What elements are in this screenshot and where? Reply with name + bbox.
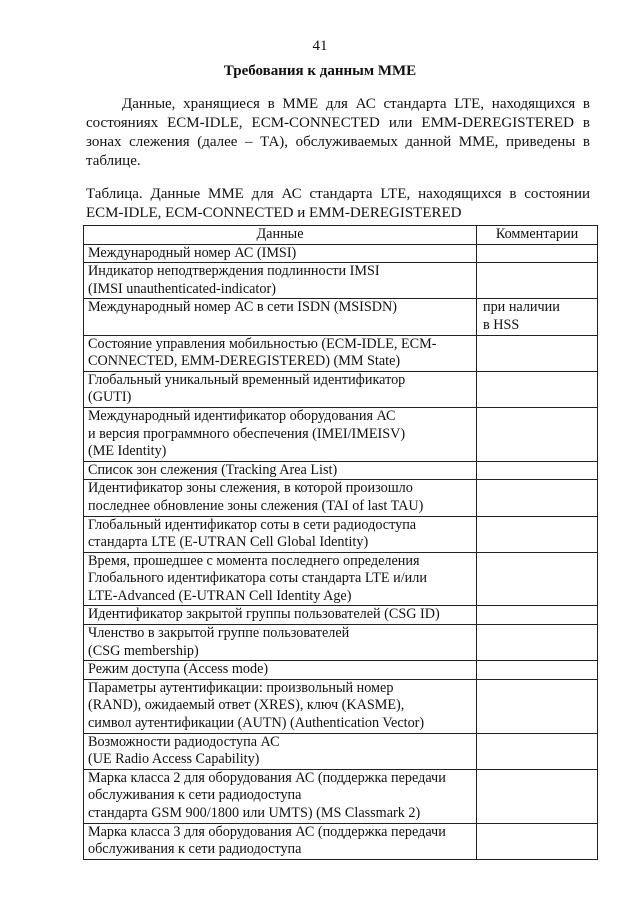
data-cell-line: Глобальный идентификатор соты в сети радиодоступа — [88, 516, 417, 533]
data-cell — [84, 263, 477, 299]
table-header-row — [84, 226, 598, 245]
data-cell-line: Международный идентификатор оборудования АС — [88, 407, 396, 424]
intro-paragraph: Данные, хранящиеся в MME для АС стандарта LTE, находящихся в состояниях ECM-IDLE, ECM-CONNECTED или EMM-DEREGISTERED в зонах слежения (далее – ТА), обслуживаемых данной MME, приведены в таблице. — [86, 96, 590, 169]
table-row — [84, 733, 598, 769]
data-cell-line: Список зон слежения (Tracking Area List) — [88, 461, 338, 478]
data-cell-line: (CSG membership) — [88, 642, 199, 659]
data-cell-line: Параметры аутентификации: произвольный номер — [88, 679, 394, 696]
table-row — [84, 371, 598, 407]
table-row — [84, 407, 598, 461]
comment-cell-line: при наличии — [483, 299, 560, 316]
comment-cell — [477, 625, 598, 661]
data-cell-line: Международный номер АС (IMSI) — [88, 244, 297, 261]
comment-cell — [477, 299, 598, 335]
table-row — [84, 263, 598, 299]
table-row — [84, 335, 598, 371]
comment-cell — [477, 480, 598, 516]
data-cell-line: Идентификатор закрытой группы пользователей (CSG ID) — [88, 606, 440, 623]
data-cell-line: Возможности радиодоступа АС — [88, 733, 280, 750]
table-row — [84, 823, 598, 859]
comment-cell — [477, 516, 598, 552]
comment-cell — [477, 371, 598, 407]
data-cell-line: Состояние управления мобильностью (ECM-IDLE, ECM- — [88, 335, 437, 352]
comment-cell — [477, 661, 598, 680]
data-cell — [84, 371, 477, 407]
data-cell — [84, 299, 477, 335]
data-cell — [84, 733, 477, 769]
comment-cell — [477, 244, 598, 263]
comment-cell — [477, 263, 598, 299]
table-row — [84, 461, 598, 480]
data-cell-line: CONNECTED, EMM-DEREGISTERED) (MM State) — [88, 353, 401, 370]
data-cell — [84, 335, 477, 371]
data-cell — [84, 661, 477, 680]
header-data: Данные — [84, 226, 477, 245]
data-cell — [84, 679, 477, 733]
comment-cell-line: в HSS — [483, 316, 520, 333]
data-cell-line: Режим доступа (Access mode) — [88, 661, 269, 678]
data-cell-line: символ аутентификации (AUTN) (Authentication Vector) — [88, 715, 425, 732]
comment-cell — [477, 407, 598, 461]
data-cell-line: последнее обновление зоны слежения (TAI of last TAU) — [88, 497, 424, 514]
table-row — [84, 516, 598, 552]
data-cell — [84, 769, 477, 823]
data-cell-line: Глобальный уникальный временный идентификатор — [88, 371, 406, 388]
data-cell-line: (IMSI unauthenticated-indicator) — [88, 280, 276, 297]
table-row — [84, 480, 598, 516]
data-cell-line: Время, прошедшее с момента последнего определения — [88, 552, 420, 569]
data-cell — [84, 480, 477, 516]
header-comment: Комментарии — [477, 226, 598, 245]
data-cell — [84, 461, 477, 480]
data-cell — [84, 625, 477, 661]
comment-cell — [477, 606, 598, 625]
section-heading: Требования к данным MME — [223, 63, 417, 79]
data-cell-line: стандарта GSM 900/1800 или UMTS) (MS Classmark 2) — [88, 805, 421, 821]
data-cell-line: (RAND), ожидаемый ответ (XRES), ключ (KASME), — [88, 697, 405, 714]
data-cell-line: стандарта LTE (E-UTRAN Cell Global Identity) — [88, 534, 369, 551]
data-cell — [84, 552, 477, 606]
data-cell — [84, 407, 477, 461]
comment-cell — [477, 823, 598, 859]
data-cell-line: обслуживания к сети радиодоступа — [88, 787, 302, 804]
comment-cell — [477, 733, 598, 769]
data-cell — [84, 516, 477, 552]
data-cell-line: Индикатор неподтверждения подлинности IMSI — [88, 263, 380, 280]
page-number: 41 — [312, 38, 328, 54]
data-cell-line: и версия программного обеспечения (IMEI/IMEISV) — [88, 425, 406, 442]
table-caption: Таблица. Данные MME для АС стандарта LTE, находящихся в состоянии ECM-IDLE, ECM-CONNECTED и EMM-DEREGISTERED — [86, 186, 590, 221]
table-body — [84, 244, 598, 859]
data-cell — [84, 823, 477, 859]
data-cell-line: (GUTI) — [88, 389, 132, 406]
table-row — [84, 299, 598, 335]
comment-cell — [477, 679, 598, 733]
comment-cell — [477, 335, 598, 371]
data-cell-line: Международный номер АС в сети ISDN (MSISDN) — [88, 299, 397, 316]
comment-cell — [477, 769, 598, 823]
data-cell-line: Марка класса 2 для оборудования АС (поддержка передачи — [88, 769, 446, 786]
table-row — [84, 661, 598, 680]
data-cell-line: Марка класса 3 для оборудования АС (поддержка передачи — [88, 823, 446, 840]
table-row — [84, 679, 598, 733]
data-cell-line: обслуживания к сети радиодоступа — [88, 841, 302, 858]
data-cell-line: (UE Radio Access Capability) — [88, 751, 260, 768]
data-cell-line: (ME Identity) — [88, 443, 167, 460]
data-cell — [84, 606, 477, 625]
mme-data-table — [83, 225, 598, 860]
data-cell-line: Глобального идентификатора соты стандарта LTE и/или — [88, 570, 427, 587]
data-cell — [84, 244, 477, 263]
data-cell-line: Идентификатор зоны слежения, в которой произошло — [88, 480, 413, 497]
data-cell-line: Членство в закрытой группе пользователей — [88, 625, 350, 642]
comment-cell — [477, 461, 598, 480]
data-cell-line: LTE-Advanced (E-UTRAN Cell Identity Age) — [88, 587, 352, 604]
table-row — [84, 606, 598, 625]
table-row — [84, 244, 598, 263]
table-row — [84, 625, 598, 661]
comment-cell — [477, 552, 598, 606]
table-row — [84, 552, 598, 606]
table-row — [84, 769, 598, 823]
